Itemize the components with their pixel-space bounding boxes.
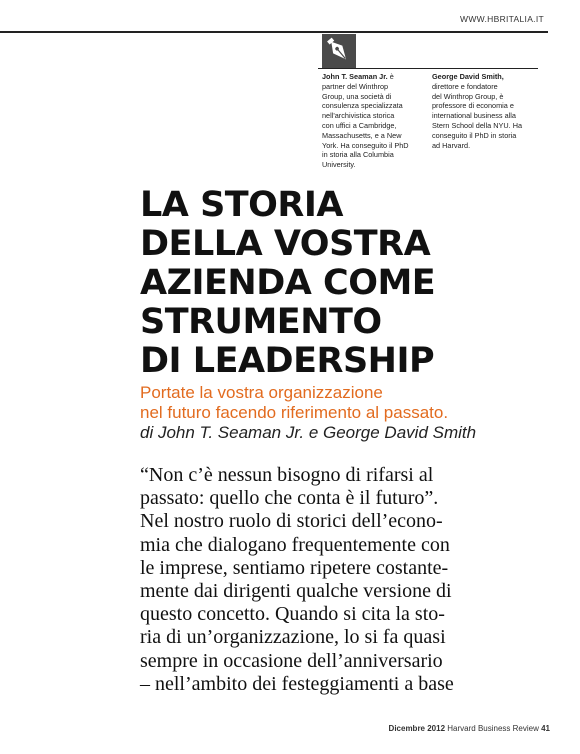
body-line: – nell’ambito dei festeggiamenti a base: [140, 672, 454, 695]
body-line: sempre in occasione dell’anniversario: [140, 649, 443, 672]
site-url: WWW.HBRITALIA.IT: [460, 14, 544, 24]
body-line: le imprese, sentiamo ripetere costante-: [140, 556, 449, 579]
article-body: [140, 464, 470, 696]
footer-publication: Harvard Business Review: [447, 724, 539, 733]
headline-line: AZIENDA COME: [140, 263, 436, 303]
top-divider: [0, 31, 548, 33]
article-headline: [140, 186, 560, 381]
body-line: questo concetto. Quando si cita la sto-: [140, 603, 445, 626]
author-divider: [318, 68, 538, 69]
author-name: George David Smith,: [432, 72, 504, 81]
dek-line: Portate la vostra organizzazione: [140, 383, 383, 402]
pen-nib-icon: [322, 34, 356, 68]
author-name: John T. Seaman Jr.: [322, 72, 388, 81]
page-footer: [389, 724, 550, 733]
dek-line: nel futuro facendo riferimento al passato.: [140, 403, 449, 422]
body-line: “Non c’è nessun bisogno di rifarsi al: [140, 464, 434, 486]
headline-line: DELLA VOSTRA: [140, 224, 431, 264]
page-number: 41: [541, 724, 550, 733]
body-line: mia che dialogano frequentemente con: [140, 533, 450, 556]
author-bio-smith: George David Smith, direttore e fondatore del Winthrop Group, è professore di economia e international business alla Stern School della NYU. Ha conseguito il PhD in storia ad Harvard.: [432, 72, 523, 150]
footer-date: Dicembre 2012: [388, 724, 446, 733]
body-line: passato: quello che conta è il futuro”.: [140, 487, 439, 510]
article-byline: di John T. Seaman Jr. e George David Smith: [140, 423, 477, 442]
headline-line: STRUMENTO: [140, 302, 382, 342]
headline-line: LA STORIA: [140, 185, 343, 225]
headline-line: DI LEADERSHIP: [140, 341, 435, 381]
author-bio-seaman: John T. Seaman Jr. è partner del Winthrop Group, una società di consulenza specializzata nell'archivistica storica con uffici a Cambridge, Massachusetts, e a New York. Ha conseguito il PhD in storia alla Columbia University.: [322, 72, 409, 170]
body-line: ria di un’organizzazione, lo si fa quasi: [140, 626, 446, 649]
article-dek: [140, 383, 560, 423]
body-line: Nel nostro ruolo di storici dell’econo-: [140, 510, 443, 533]
body-line: mente dai dirigenti qualche versione di: [140, 580, 452, 603]
